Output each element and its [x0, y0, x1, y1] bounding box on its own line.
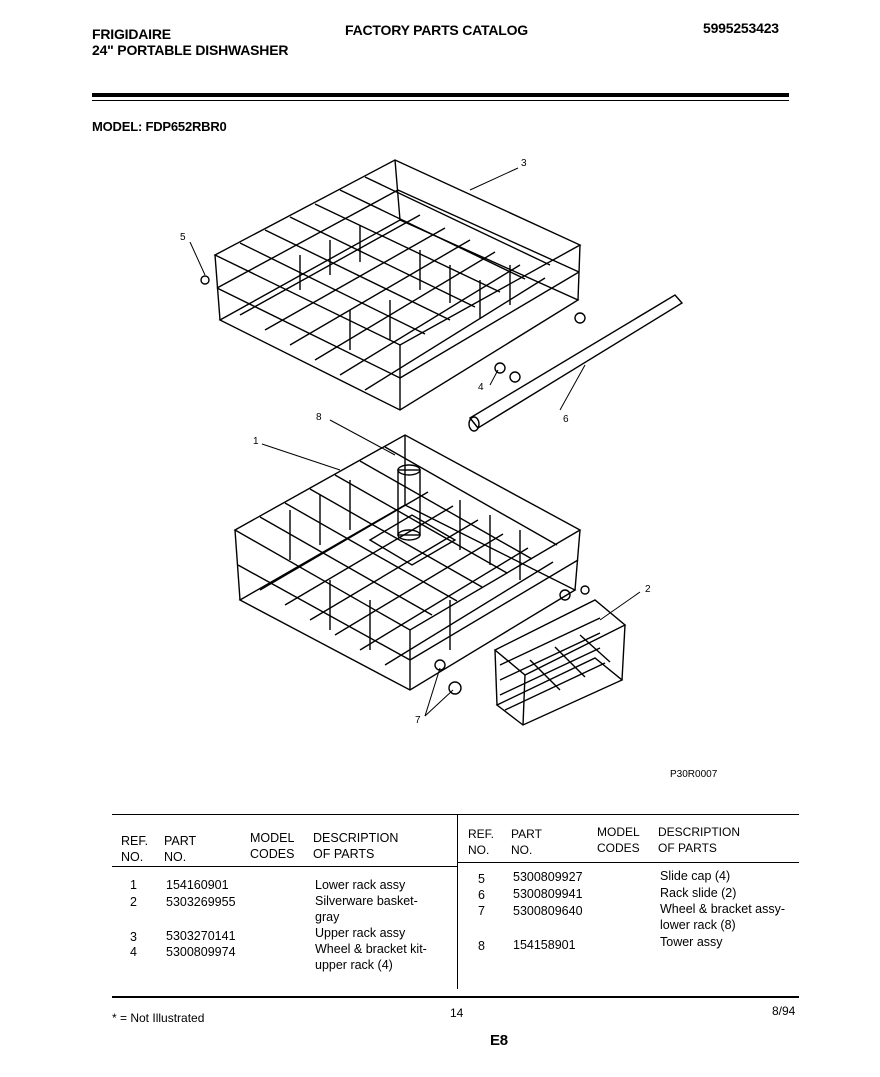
table-row-desc: Lower rack assy — [315, 878, 406, 892]
revision-date: 8/94 — [772, 1004, 796, 1018]
callout-5: 5 — [180, 232, 186, 243]
table-row-part: 5303269955 — [166, 895, 236, 909]
table-row-part: 5303270141 — [166, 929, 236, 943]
table-header-rule-left — [112, 866, 457, 867]
section-code: E8 — [490, 1032, 508, 1049]
callout-2: 2 — [645, 584, 651, 595]
catalog-title: FACTORY PARTS CATALOG — [345, 22, 528, 38]
table-header-rule-right — [457, 862, 799, 863]
table-row-part: 5300809941 — [513, 887, 583, 901]
callout-8: 8 — [316, 412, 322, 423]
table-row-desc: Rack slide (2) — [660, 886, 737, 900]
upper-rack-drawing — [201, 160, 585, 410]
callout-3: 3 — [521, 158, 527, 169]
table-top-rule — [112, 814, 799, 815]
page-number: 14 — [450, 1006, 464, 1020]
figure-id: P30R0007 — [670, 769, 718, 780]
model-label: MODEL: FDP652RBR0 — [92, 119, 227, 134]
col-part-no-right: PART NO. — [511, 827, 542, 857]
col-model-codes: MODEL CODES — [250, 831, 295, 861]
table-row-ref: 7 — [478, 904, 485, 918]
table-row-desc: Tower assy — [660, 935, 723, 949]
table-bottom-rule — [112, 996, 799, 998]
footnote: * = Not Illustrated — [112, 1011, 205, 1025]
table-row-ref: 2 — [130, 895, 137, 909]
col-ref-no-right: REF. NO. — [468, 827, 495, 857]
lower-rack-drawing — [235, 435, 589, 694]
table-row-desc: Wheel & bracket assy- lower rack (8) — [660, 902, 786, 932]
callout-7: 7 — [415, 715, 421, 726]
callout-1: 1 — [253, 436, 259, 447]
catalog-number: 5995253423 — [703, 20, 779, 36]
table-row-desc: Silverware basket- gray — [315, 894, 418, 924]
table-row-desc: Wheel & bracket kit- upper rack (4) — [315, 942, 427, 972]
table-row-ref: 6 — [478, 888, 485, 902]
product-name: 24" PORTABLE DISHWASHER — [92, 42, 289, 58]
table-row-part: 5300809927 — [513, 870, 583, 884]
table-row-ref: 8 — [478, 939, 485, 953]
table-row-ref: 4 — [130, 945, 137, 959]
brand-name: FRIGIDAIRE — [92, 26, 171, 42]
table-row-part: 5300809974 — [166, 945, 236, 959]
table-row-desc: Upper rack assy — [315, 926, 406, 940]
table-row-ref: 1 — [130, 878, 137, 892]
silverware-basket-drawing — [495, 600, 625, 725]
callout-4: 4 — [478, 382, 484, 393]
table-row-ref: 3 — [130, 930, 137, 944]
table-column-divider — [457, 814, 458, 989]
col-description-right: DESCRIPTION OF PARTS — [658, 825, 741, 855]
col-ref-no: REF. NO. — [121, 834, 149, 864]
col-description: DESCRIPTION OF PARTS — [313, 831, 399, 861]
table-row-part: 5300809640 — [513, 904, 583, 918]
table-row-ref: 5 — [478, 872, 485, 886]
table-row-part: 154158901 — [513, 938, 576, 952]
col-model-codes-right: MODEL CODES — [597, 825, 640, 855]
col-part-no: PART NO. — [164, 834, 197, 864]
callout-6: 6 — [563, 414, 569, 425]
table-row-part: 154160901 — [166, 878, 229, 892]
table-row-desc: Slide cap (4) — [660, 869, 731, 883]
